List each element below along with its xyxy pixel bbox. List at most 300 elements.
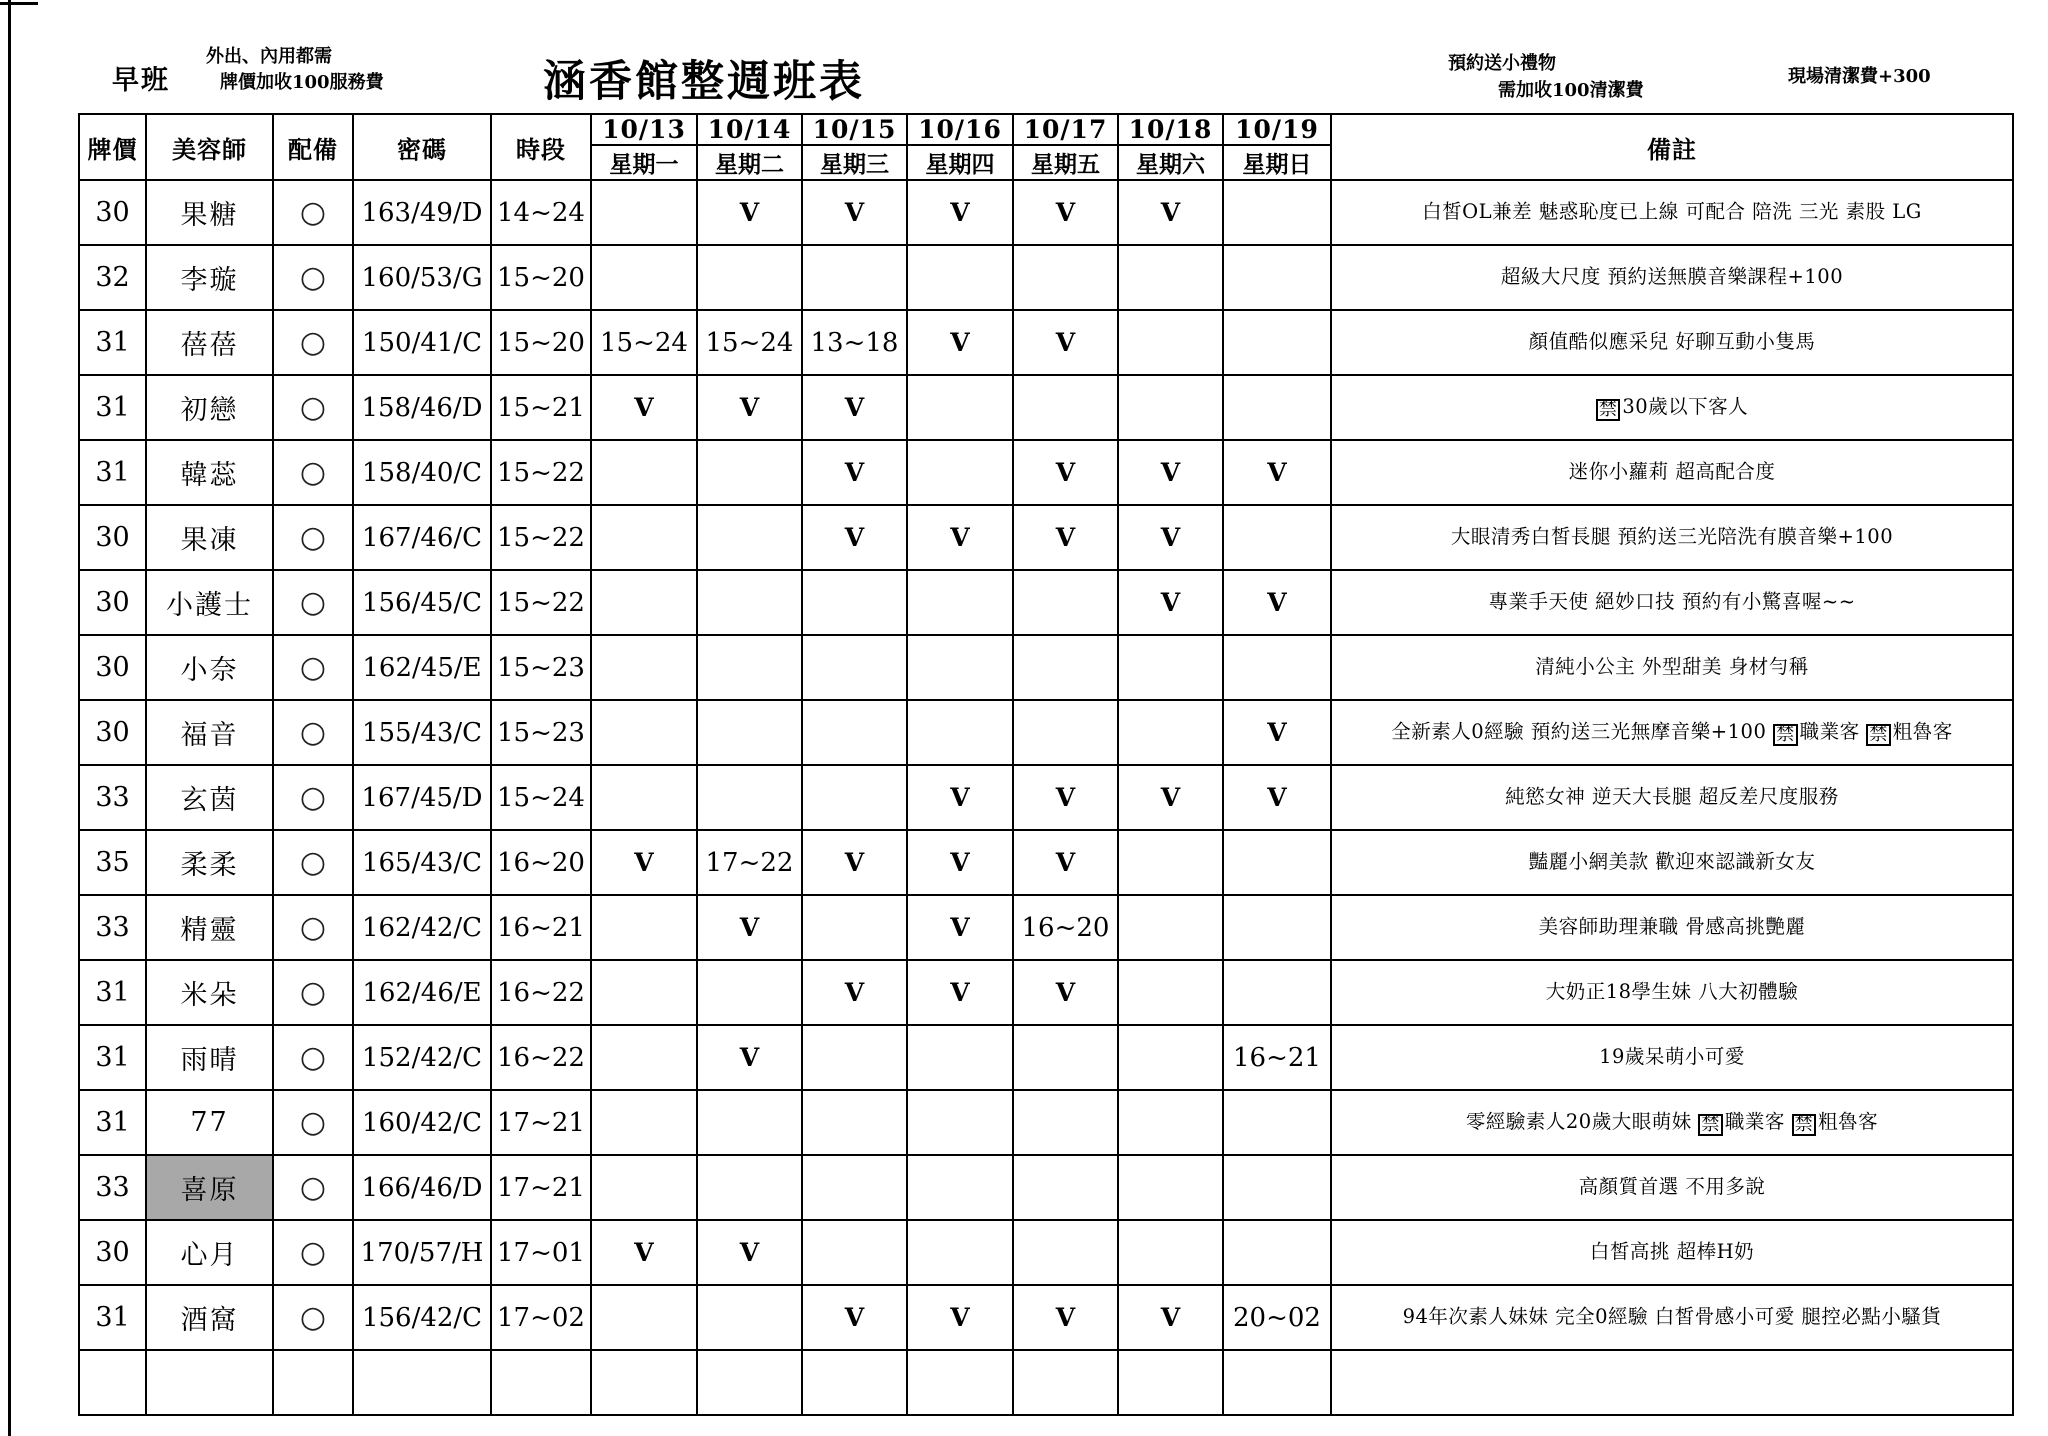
day-header-date: 10/18: [1118, 114, 1223, 145]
day-header-weekday: 星期日: [1223, 145, 1331, 180]
time-cell: 15~22: [491, 440, 591, 505]
day-cell: V: [697, 895, 802, 960]
day-cell: [591, 1155, 697, 1220]
day-cell: V: [1223, 765, 1331, 830]
day-cell: V: [697, 375, 802, 440]
table-row: [79, 635, 2013, 700]
surcharge-note-line1: 外出、內用都需: [206, 46, 332, 67]
day-cell: [1118, 830, 1223, 895]
day-cell: [1013, 1350, 1118, 1415]
name-cell: [146, 1350, 273, 1415]
day-cell: V: [1223, 570, 1331, 635]
name-cell: 果糖: [146, 180, 273, 245]
shift-label: 早班: [112, 65, 170, 96]
forbidden-icon: 禁: [1773, 724, 1798, 746]
day-cell: 16~21: [1223, 1025, 1331, 1090]
day-cell: [907, 245, 1013, 310]
day-cell: [802, 1155, 907, 1220]
table-row: [79, 830, 2013, 895]
day-cell: V: [907, 310, 1013, 375]
header-row-dates: [79, 114, 2013, 145]
day-cell: V: [591, 375, 697, 440]
price-cell: 30: [79, 505, 146, 570]
day-cell: [697, 635, 802, 700]
day-header-weekday: 星期四: [907, 145, 1013, 180]
day-cell: [907, 635, 1013, 700]
price-cell: 31: [79, 960, 146, 1025]
day-cell: V: [907, 1285, 1013, 1350]
day-cell: [697, 960, 802, 1025]
day-cell: V: [1013, 440, 1118, 505]
equip-cell: ○: [273, 570, 353, 635]
day-cell: V: [697, 1220, 802, 1285]
day-header-date: 10/14: [697, 114, 802, 145]
day-cell: V: [802, 180, 907, 245]
day-cell: [591, 440, 697, 505]
day-cell: [1118, 375, 1223, 440]
day-cell: [1118, 700, 1223, 765]
table-row: [79, 570, 2013, 635]
price-cell: 31: [79, 310, 146, 375]
day-cell: 17~22: [697, 830, 802, 895]
equip-cell: ○: [273, 245, 353, 310]
code-cell: 156/42/C: [353, 1285, 491, 1350]
price-cell: 30: [79, 700, 146, 765]
day-cell: V: [697, 1025, 802, 1090]
day-cell: [1223, 1350, 1331, 1415]
day-header-date: 10/17: [1013, 114, 1118, 145]
day-cell: [1013, 635, 1118, 700]
table-row: [79, 440, 2013, 505]
day-cell: [1223, 635, 1331, 700]
code-cell: 150/41/C: [353, 310, 491, 375]
code-cell: 162/46/E: [353, 960, 491, 1025]
day-cell: [697, 505, 802, 570]
time-cell: 15~20: [491, 310, 591, 375]
note-cell: 高顏質首選 不用多說: [1331, 1155, 2013, 1220]
price-cell: 30: [79, 635, 146, 700]
day-cell: [802, 895, 907, 960]
price-cell: 30: [79, 180, 146, 245]
price-cell: 31: [79, 1285, 146, 1350]
note-cell: 大奶正18學生妹 八大初體驗: [1331, 960, 2013, 1025]
day-cell: V: [1013, 505, 1118, 570]
day-cell: [1223, 1220, 1331, 1285]
day-cell: V: [1223, 440, 1331, 505]
gift-note-line1: 預約送小禮物: [1448, 53, 1556, 74]
note-cell: 禁 30歲以下客人: [1331, 375, 2013, 440]
name-cell: 蓓蓓: [146, 310, 273, 375]
day-cell: V: [1013, 1285, 1118, 1350]
header-beautician: 美容師: [146, 114, 273, 180]
equip-cell: ○: [273, 830, 353, 895]
table-row: [79, 245, 2013, 310]
table-row: [79, 1285, 2013, 1350]
day-cell: V: [1118, 1285, 1223, 1350]
time-cell: 15~23: [491, 700, 591, 765]
day-cell: [591, 505, 697, 570]
equip-cell: ○: [273, 505, 353, 570]
code-cell: 162/45/E: [353, 635, 491, 700]
time-cell: [491, 1350, 591, 1415]
time-cell: 15~22: [491, 570, 591, 635]
equip-cell: ○: [273, 440, 353, 505]
note-cell: 全新素人0經驗 預約送三光無摩音樂+100 禁 職業客 禁 粗魯客: [1331, 700, 2013, 765]
day-cell: [907, 440, 1013, 505]
day-cell: [1013, 570, 1118, 635]
equip-cell: ○: [273, 1155, 353, 1220]
price-cell: 31: [79, 440, 146, 505]
day-cell: V: [1118, 765, 1223, 830]
note-cell: 白皙OL兼差 魅惑恥度已上線 可配合 陪洗 三光 素股 LG: [1331, 180, 2013, 245]
day-header-weekday: 星期三: [802, 145, 907, 180]
day-cell: V: [1013, 180, 1118, 245]
note-cell: 清純小公主 外型甜美 身材勻稱: [1331, 635, 2013, 700]
day-header-date: 10/16: [907, 114, 1013, 145]
day-cell: V: [1223, 700, 1331, 765]
code-cell: 152/42/C: [353, 1025, 491, 1090]
day-cell: [1118, 1220, 1223, 1285]
time-cell: 15~22: [491, 505, 591, 570]
note-cell: 美容師助理兼職 骨感高挑艷麗: [1331, 895, 2013, 960]
day-cell: [1118, 1025, 1223, 1090]
header-price: 牌價: [79, 114, 146, 180]
day-cell: [1223, 310, 1331, 375]
equip-cell: ○: [273, 635, 353, 700]
day-cell: [907, 1350, 1013, 1415]
time-cell: 17~21: [491, 1155, 591, 1220]
table-row: [79, 310, 2013, 375]
day-cell: [697, 570, 802, 635]
name-cell: 小奈: [146, 635, 273, 700]
time-cell: 15~21: [491, 375, 591, 440]
day-cell: [1118, 245, 1223, 310]
day-cell: [591, 570, 697, 635]
equip-cell: ○: [273, 765, 353, 830]
day-cell: [1013, 1155, 1118, 1220]
day-cell: [802, 635, 907, 700]
price-cell: 30: [79, 1220, 146, 1285]
day-cell: [591, 635, 697, 700]
day-cell: [591, 1350, 697, 1415]
day-cell: V: [1118, 440, 1223, 505]
name-cell: 初戀: [146, 375, 273, 440]
day-cell: [697, 1285, 802, 1350]
day-cell: V: [697, 180, 802, 245]
equip-cell: ○: [273, 895, 353, 960]
day-cell: [802, 245, 907, 310]
table-row: [79, 1350, 2013, 1415]
code-cell: 166/46/D: [353, 1155, 491, 1220]
name-cell: 福音: [146, 700, 273, 765]
name-cell: 韓蕊: [146, 440, 273, 505]
table-row: [79, 180, 2013, 245]
day-cell: [591, 700, 697, 765]
note-cell: 大眼清秀白皙長腿 預約送三光陪洗有膜音樂+100: [1331, 505, 2013, 570]
day-cell: [802, 765, 907, 830]
day-cell: [1223, 1090, 1331, 1155]
day-cell: [697, 245, 802, 310]
day-header-weekday: 星期五: [1013, 145, 1118, 180]
equip-cell: ○: [273, 1285, 353, 1350]
time-cell: 15~20: [491, 245, 591, 310]
day-cell: V: [802, 830, 907, 895]
day-cell: [1118, 960, 1223, 1025]
table-row: [79, 505, 2013, 570]
price-cell: 31: [79, 1025, 146, 1090]
day-cell: [591, 960, 697, 1025]
page-title: 涵香館整週班表: [543, 57, 865, 107]
day-cell: [802, 1350, 907, 1415]
name-cell: 77: [146, 1090, 273, 1155]
forbidden-icon: 禁: [1698, 1114, 1723, 1136]
day-header-date: 10/15: [802, 114, 907, 145]
day-cell: V: [907, 960, 1013, 1025]
day-cell: V: [802, 505, 907, 570]
day-cell: [591, 895, 697, 960]
onsite-cleaning-note: 現場清潔費+300: [1788, 66, 1931, 87]
price-cell: 32: [79, 245, 146, 310]
equip-cell: ○: [273, 1220, 353, 1285]
price-cell: 35: [79, 830, 146, 895]
note-cell: 19歲呆萌小可愛: [1331, 1025, 2013, 1090]
table-row: [79, 1220, 2013, 1285]
code-cell: 156/45/C: [353, 570, 491, 635]
day-cell: V: [1118, 180, 1223, 245]
day-cell: V: [907, 765, 1013, 830]
day-cell: [1223, 505, 1331, 570]
price-cell: [79, 1350, 146, 1415]
day-cell: [1118, 635, 1223, 700]
day-cell: V: [1118, 505, 1223, 570]
code-cell: 167/46/C: [353, 505, 491, 570]
time-cell: 16~20: [491, 830, 591, 895]
table-row: [79, 375, 2013, 440]
code-cell: 160/42/C: [353, 1090, 491, 1155]
code-cell: 158/46/D: [353, 375, 491, 440]
day-cell: [907, 570, 1013, 635]
day-cell: [591, 1285, 697, 1350]
note-cell: 94年次素人妹妹 完全0經驗 白皙骨感小可愛 腿控必點小騷貨: [1331, 1285, 2013, 1350]
day-cell: [907, 1220, 1013, 1285]
day-cell: V: [1013, 765, 1118, 830]
time-cell: 17~21: [491, 1090, 591, 1155]
table-row: [79, 765, 2013, 830]
day-cell: [802, 570, 907, 635]
note-cell: 白皙高挑 超棒H奶: [1331, 1220, 2013, 1285]
day-cell: 20~02: [1223, 1285, 1331, 1350]
header-code: 密碼: [353, 114, 491, 180]
note-cell: [1331, 1350, 2013, 1415]
schedule-table: [78, 113, 2014, 1416]
day-cell: V: [907, 180, 1013, 245]
day-cell: V: [1118, 570, 1223, 635]
day-cell: V: [1013, 830, 1118, 895]
day-cell: 15~24: [591, 310, 697, 375]
day-cell: [697, 1090, 802, 1155]
time-cell: 16~22: [491, 960, 591, 1025]
gift-note: [1448, 50, 1644, 104]
note-cell: 超級大尺度 預約送無膜音樂課程+100: [1331, 245, 2013, 310]
code-cell: [353, 1350, 491, 1415]
day-header-weekday: 星期二: [697, 145, 802, 180]
day-header-date: 10/13: [591, 114, 697, 145]
day-header-date: 10/19: [1223, 114, 1331, 145]
note-cell: 豔麗小網美款 歡迎來認識新女友: [1331, 830, 2013, 895]
note-cell: 顏值酷似應采兒 好聊互動小隻馬: [1331, 310, 2013, 375]
table-row: [79, 1025, 2013, 1090]
day-cell: [1223, 895, 1331, 960]
day-cell: [1118, 310, 1223, 375]
day-cell: [697, 440, 802, 505]
day-cell: [1223, 1155, 1331, 1220]
price-cell: 31: [79, 1090, 146, 1155]
code-cell: 155/43/C: [353, 700, 491, 765]
day-cell: V: [907, 895, 1013, 960]
table-row: [79, 1090, 2013, 1155]
day-cell: V: [1013, 960, 1118, 1025]
name-cell: 米朵: [146, 960, 273, 1025]
time-cell: 16~22: [491, 1025, 591, 1090]
note-cell: 迷你小蘿莉 超高配合度: [1331, 440, 2013, 505]
name-cell: 心月: [146, 1220, 273, 1285]
name-cell: 雨晴: [146, 1025, 273, 1090]
code-cell: 162/42/C: [353, 895, 491, 960]
day-header-weekday: 星期六: [1118, 145, 1223, 180]
day-cell: [697, 700, 802, 765]
day-cell: [1118, 1350, 1223, 1415]
day-cell: 16~20: [1013, 895, 1118, 960]
day-cell: V: [802, 960, 907, 1025]
day-cell: [1118, 895, 1223, 960]
day-cell: V: [591, 830, 697, 895]
day-cell: [1013, 1090, 1118, 1155]
forbidden-icon: 禁: [1596, 399, 1621, 421]
forbidden-icon: 禁: [1866, 724, 1891, 746]
time-cell: 16~21: [491, 895, 591, 960]
equip-cell: ○: [273, 375, 353, 440]
surcharge-note: [206, 44, 384, 96]
day-cell: [591, 1025, 697, 1090]
time-cell: 14~24: [491, 180, 591, 245]
day-cell: [907, 1090, 1013, 1155]
day-cell: [802, 1090, 907, 1155]
day-cell: [591, 1090, 697, 1155]
day-cell: [1223, 375, 1331, 440]
code-cell: 165/43/C: [353, 830, 491, 895]
day-cell: [697, 765, 802, 830]
header-notes: 備註: [1331, 114, 2013, 180]
surcharge-note-line2: 牌價加收100服務費: [220, 72, 384, 93]
table-row: [79, 960, 2013, 1025]
day-cell: [802, 1220, 907, 1285]
table-row: [79, 700, 2013, 765]
day-cell: V: [907, 830, 1013, 895]
day-cell: V: [591, 1220, 697, 1285]
header-time: 時段: [491, 114, 591, 180]
day-cell: [697, 1155, 802, 1220]
code-cell: 167/45/D: [353, 765, 491, 830]
time-cell: 15~23: [491, 635, 591, 700]
time-cell: 17~01: [491, 1220, 591, 1285]
time-cell: 15~24: [491, 765, 591, 830]
price-cell: 33: [79, 765, 146, 830]
price-cell: 33: [79, 1155, 146, 1220]
day-cell: 15~24: [697, 310, 802, 375]
header-equipment: 配備: [273, 114, 353, 180]
day-cell: [1223, 180, 1331, 245]
day-cell: [1013, 245, 1118, 310]
day-cell: [907, 1025, 1013, 1090]
table-row: [79, 895, 2013, 960]
day-cell: [591, 180, 697, 245]
day-cell: [1013, 700, 1118, 765]
equip-cell: ○: [273, 310, 353, 375]
day-cell: V: [802, 375, 907, 440]
day-cell: [591, 765, 697, 830]
price-cell: 33: [79, 895, 146, 960]
note-cell: 純慾女神 逆天大長腿 超反差尺度服務: [1331, 765, 2013, 830]
day-header-weekday: 星期一: [591, 145, 697, 180]
equip-cell: ○: [273, 1090, 353, 1155]
day-cell: [697, 1350, 802, 1415]
code-cell: 158/40/C: [353, 440, 491, 505]
day-cell: V: [907, 505, 1013, 570]
note-cell: 零經驗素人20歲大眼萌妹 禁 職業客 禁 粗魯客: [1331, 1090, 2013, 1155]
price-cell: 31: [79, 375, 146, 440]
price-cell: 30: [79, 570, 146, 635]
name-cell: 李璇: [146, 245, 273, 310]
name-cell: 柔柔: [146, 830, 273, 895]
equip-cell: [273, 1350, 353, 1415]
day-cell: [1118, 1155, 1223, 1220]
name-cell: 小護士: [146, 570, 273, 635]
day-cell: [907, 1155, 1013, 1220]
day-cell: [591, 245, 697, 310]
code-cell: 170/57/H: [353, 1220, 491, 1285]
equip-cell: ○: [273, 180, 353, 245]
day-cell: [907, 700, 1013, 765]
day-cell: V: [1013, 310, 1118, 375]
day-cell: [907, 375, 1013, 440]
day-cell: [1223, 830, 1331, 895]
code-cell: 160/53/G: [353, 245, 491, 310]
name-cell: 酒窩: [146, 1285, 273, 1350]
name-cell: 喜原: [146, 1155, 273, 1220]
page-border-corner: [0, 2, 38, 5]
day-cell: [1118, 1090, 1223, 1155]
name-cell: 精靈: [146, 895, 273, 960]
day-cell: [1223, 960, 1331, 1025]
day-cell: V: [802, 440, 907, 505]
day-cell: [1223, 245, 1331, 310]
day-cell: [1013, 1025, 1118, 1090]
equip-cell: ○: [273, 700, 353, 765]
time-cell: 17~02: [491, 1285, 591, 1350]
note-cell: 專業手天使 絕妙口技 預約有小驚喜喔~~: [1331, 570, 2013, 635]
forbidden-icon: 禁: [1792, 1114, 1817, 1136]
page-border-line: [8, 0, 11, 1436]
name-cell: 果凍: [146, 505, 273, 570]
day-cell: [1013, 375, 1118, 440]
equip-cell: ○: [273, 1025, 353, 1090]
equip-cell: ○: [273, 960, 353, 1025]
day-cell: [1013, 1220, 1118, 1285]
day-cell: 13~18: [802, 310, 907, 375]
day-cell: V: [802, 1285, 907, 1350]
table-row: [79, 1155, 2013, 1220]
gift-note-line2: 需加收100清潔費: [1498, 80, 1644, 101]
